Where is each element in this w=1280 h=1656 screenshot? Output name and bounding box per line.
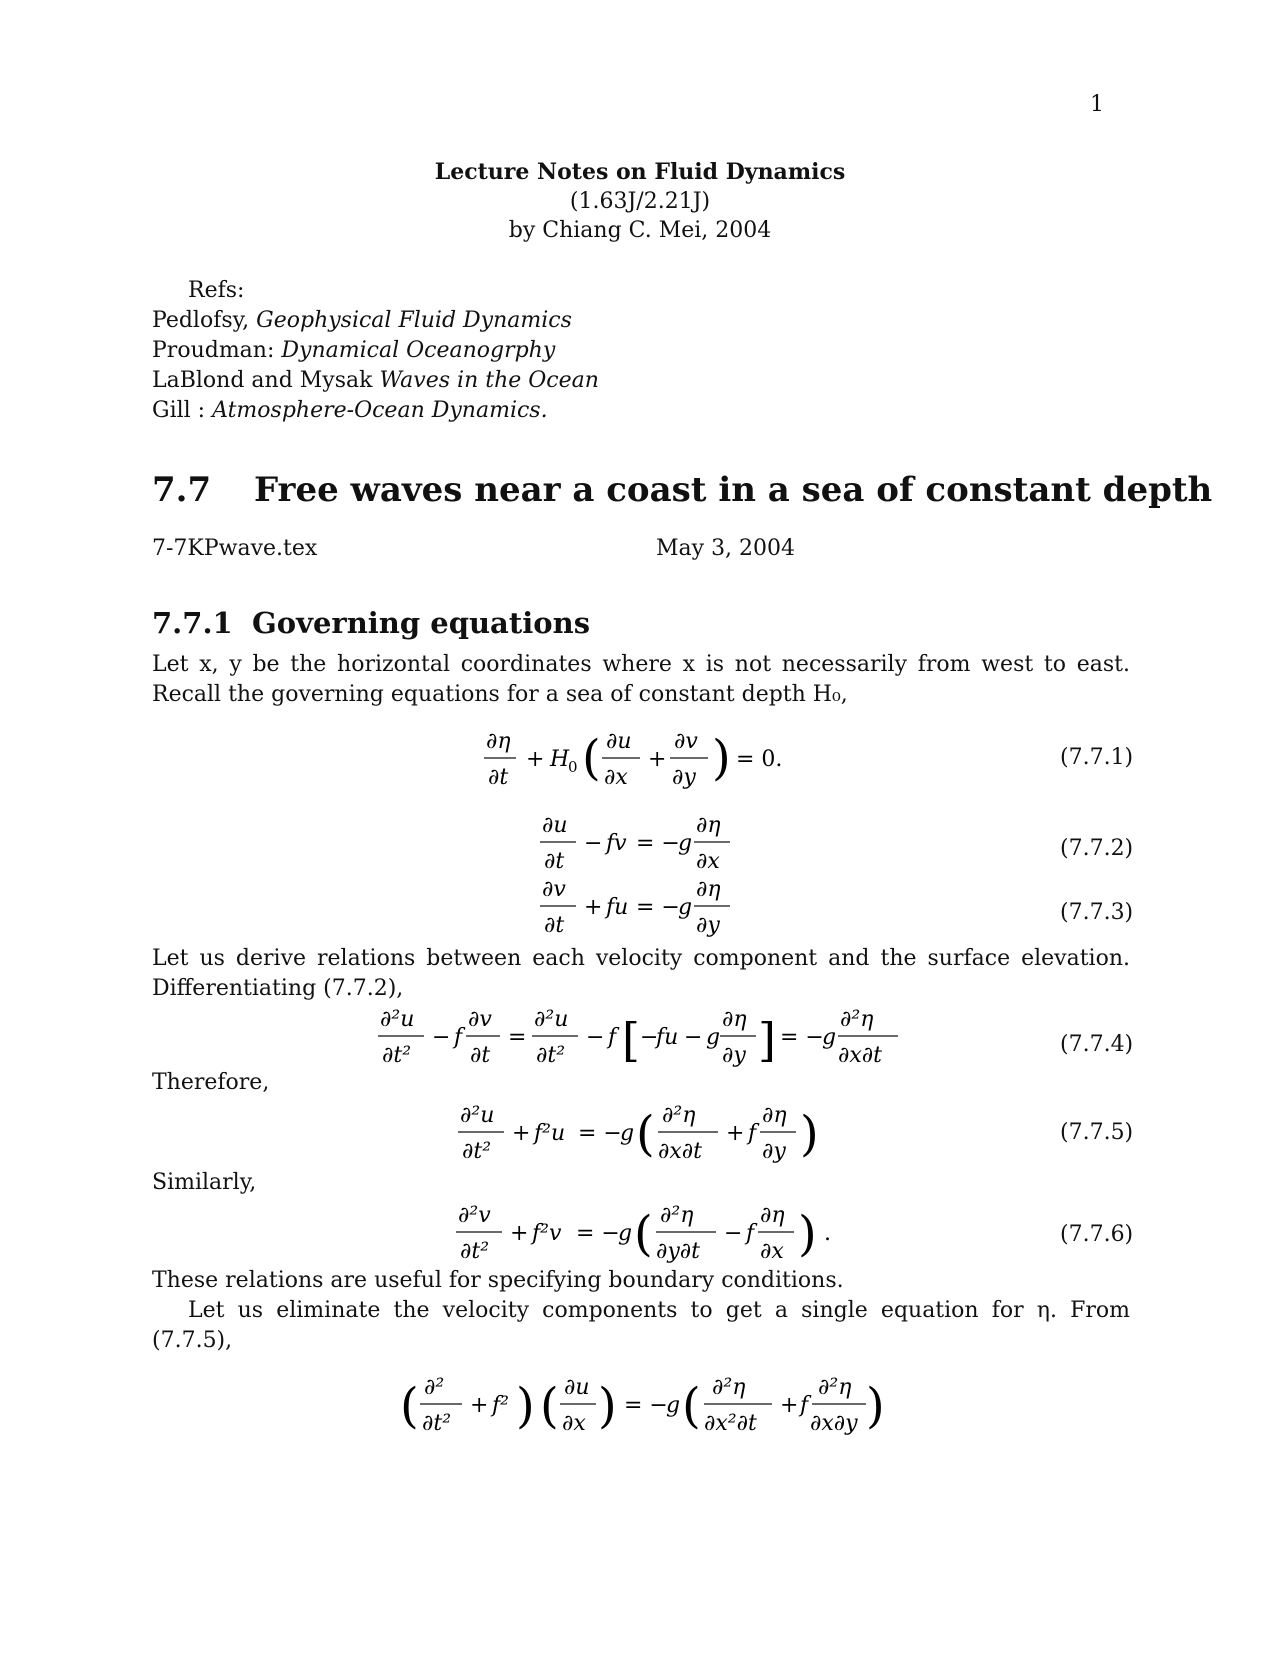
equation-number: (7.7.1) [1060, 745, 1134, 770]
svg-text:∂x∂t: ∂x∂t [658, 1139, 702, 1164]
svg-text:+: + [780, 1393, 799, 1418]
svg-text:f²u: f²u [534, 1121, 566, 1146]
svg-text:(: ( [634, 1206, 653, 1262]
svg-text:+: + [648, 747, 667, 772]
svg-text:−: − [640, 1025, 659, 1050]
svg-text:= −: = − [780, 1025, 824, 1050]
paragraph-boundary: These relations are useful for specifying boundary conditions. [152, 1268, 844, 1293]
svg-text:∂v: ∂v [468, 1007, 492, 1032]
word-therefore: Therefore, [152, 1070, 270, 1095]
svg-text:= −: = − [636, 831, 680, 856]
svg-text:g: g [706, 1025, 721, 1050]
equation-7-7-1 [480, 718, 810, 802]
svg-text:): ) [800, 1106, 819, 1162]
paragraph-intro: Let x, y be the horizontal coordinates where x is not necessarily from west to east. Recall the governing equations for a sea of constant depth H₀, [152, 652, 1130, 707]
svg-text:∂t²: ∂t² [422, 1411, 452, 1436]
svg-text:f: f [454, 1025, 463, 1050]
svg-text:∂η: ∂η [486, 729, 511, 754]
svg-text:]: ] [758, 1013, 776, 1067]
section-title: Free waves near a coast in a sea of constant depth [254, 470, 1213, 510]
title-block [0, 158, 1280, 245]
ref-item: Pedlofsy, Geophysical Fluid Dynamics [152, 308, 572, 333]
svg-text:∂x: ∂x [760, 1239, 784, 1264]
svg-text:= −: = − [578, 1121, 622, 1146]
svg-text:.: . [824, 1221, 831, 1246]
svg-text:∂²u: ∂²u [534, 1007, 569, 1032]
svg-text:): ) [798, 1206, 817, 1262]
svg-text:f: f [748, 1121, 757, 1146]
svg-text:): ) [712, 730, 731, 786]
equation-eliminate-close-paren [866, 1366, 890, 1450]
svg-text:fu: fu [606, 895, 629, 920]
svg-text:+: + [512, 1121, 531, 1146]
svg-text:(: ( [636, 1106, 655, 1162]
svg-text:+: + [470, 1393, 489, 1418]
equation-number: (7.7.5) [1060, 1120, 1134, 1145]
svg-text:+: + [726, 1121, 745, 1146]
svg-text:= −: = − [576, 1221, 620, 1246]
equation-number: (7.7.2) [1060, 836, 1134, 861]
svg-text:∂η: ∂η [696, 877, 721, 902]
svg-text:∂η: ∂η [696, 813, 721, 838]
ref-item: Gill : Atmosphere-Ocean Dynamics. [152, 398, 548, 423]
subsection-number: 7.7.1 [152, 606, 233, 640]
paragraph-derive: Let us derive relations between each velocity component and the surface elevation. Differentiating (7.7.2), [152, 946, 1130, 1001]
svg-text:f: f [746, 1221, 755, 1246]
equation-number: (7.7.4) [1060, 1032, 1134, 1057]
svg-text:= −: = − [624, 1393, 668, 1418]
svg-text:−: − [586, 1025, 605, 1050]
svg-text:∂t: ∂t [544, 913, 565, 938]
equation-number: (7.7.3) [1060, 900, 1134, 925]
section-heading [152, 470, 1212, 510]
svg-text:∂x∂y: ∂x∂y [810, 1411, 858, 1436]
svg-text:(: ( [582, 730, 601, 786]
svg-text:∂²η: ∂²η [660, 1203, 694, 1228]
svg-text:= −: = − [636, 895, 680, 920]
svg-text:+: + [584, 895, 603, 920]
svg-text:∂v: ∂v [542, 877, 566, 902]
svg-text:∂y∂t: ∂y∂t [656, 1239, 701, 1264]
svg-text:∂v: ∂v [674, 729, 698, 754]
svg-text:∂t: ∂t [470, 1043, 491, 1068]
svg-text:g: g [620, 1121, 635, 1146]
svg-text:∂t: ∂t [488, 765, 509, 790]
svg-text:∂y: ∂y [722, 1043, 746, 1068]
equation-7-7-4 [376, 1000, 906, 1080]
file-name: 7-7KPwave.tex [152, 536, 318, 561]
svg-text:∂η: ∂η [760, 1203, 785, 1228]
svg-text:∂y: ∂y [672, 765, 696, 790]
word-similarly: Similarly, [152, 1170, 257, 1195]
svg-text:∂x: ∂x [562, 1411, 586, 1436]
course-number: (1.63J/2.21J) [569, 189, 711, 214]
svg-text:(: ( [540, 1378, 559, 1434]
svg-text:∂²η: ∂²η [712, 1375, 746, 1400]
page-number: 1 [1090, 92, 1104, 117]
ref-item: Proudman: Dynamical Oceanogrphy [152, 338, 556, 363]
svg-text:∂t: ∂t [544, 849, 565, 874]
svg-text:f²: f² [492, 1393, 509, 1418]
refs-heading: Refs: [188, 278, 245, 303]
svg-text:−: − [584, 831, 603, 856]
svg-text:∂t²: ∂t² [462, 1139, 492, 1164]
svg-text:fv: fv [606, 831, 627, 856]
svg-text:∂y: ∂y [762, 1139, 786, 1164]
svg-text:[: [ [622, 1013, 640, 1067]
svg-text:∂x: ∂x [696, 849, 720, 874]
document-title: Lecture Notes on Fluid Dynamics [434, 159, 846, 185]
svg-text:∂²u: ∂²u [460, 1103, 495, 1128]
svg-text:=: = [508, 1025, 527, 1050]
svg-text:g: g [678, 831, 693, 856]
subsection-title: Governing equations [252, 606, 591, 640]
svg-text:g: g [666, 1393, 681, 1418]
svg-text:= 0.: = 0. [736, 747, 783, 772]
paragraph-eliminate: Let us eliminate the velocity components to get a single equation for η. From (7.7.5), [152, 1298, 1130, 1353]
svg-text:f: f [800, 1393, 809, 1418]
svg-text:∂x∂t: ∂x∂t [838, 1043, 882, 1068]
svg-text:∂²η: ∂²η [818, 1375, 852, 1400]
svg-text:(: ( [682, 1378, 701, 1434]
subsection-heading [152, 606, 590, 640]
svg-text:∂²u: ∂²u [380, 1007, 415, 1032]
svg-text:∂x²∂t: ∂x²∂t [704, 1411, 757, 1436]
svg-text:∂²v: ∂²v [458, 1203, 491, 1228]
svg-text:−: − [432, 1025, 451, 1050]
svg-text:g: g [618, 1221, 633, 1246]
ref-item: LaBlond and Mysak Waves in the Ocean [152, 368, 599, 393]
svg-text:): ) [866, 1378, 885, 1434]
svg-text:0: 0 [568, 758, 578, 776]
svg-text:∂t²: ∂t² [536, 1043, 566, 1068]
svg-text:+: + [526, 747, 545, 772]
svg-text:∂t²: ∂t² [460, 1239, 490, 1264]
svg-text:∂η: ∂η [722, 1007, 747, 1032]
svg-text:∂u: ∂u [606, 729, 632, 754]
equation-7-7-3 [538, 870, 758, 946]
svg-text:∂²η: ∂²η [840, 1007, 874, 1032]
svg-text:−: − [724, 1221, 743, 1246]
svg-text:g: g [678, 895, 693, 920]
svg-text:fu: fu [656, 1025, 679, 1050]
svg-text:∂x: ∂x [604, 765, 628, 790]
svg-text:(: ( [400, 1378, 419, 1434]
svg-text:∂y: ∂y [696, 913, 720, 938]
svg-text:−: − [684, 1025, 703, 1050]
svg-text:g: g [822, 1025, 837, 1050]
svg-text:∂η: ∂η [762, 1103, 787, 1128]
svg-text:f²v: f²v [532, 1221, 562, 1246]
svg-text:): ) [516, 1378, 535, 1434]
equation-eliminate [400, 1366, 870, 1450]
equation-number: (7.7.6) [1060, 1222, 1134, 1247]
document-date: May 3, 2004 [656, 536, 796, 561]
svg-text:∂u: ∂u [542, 813, 568, 838]
svg-text:): ) [598, 1378, 617, 1434]
svg-text:f: f [608, 1025, 617, 1050]
equation-7-7-5 [456, 1094, 826, 1178]
author-line: by Chiang C. Mei, 2004 [508, 218, 772, 243]
svg-text:H: H [550, 747, 570, 772]
svg-text:∂²: ∂² [424, 1375, 445, 1400]
svg-text:∂u: ∂u [564, 1375, 590, 1400]
svg-text:∂t²: ∂t² [382, 1043, 412, 1068]
svg-text:∂²η: ∂²η [662, 1103, 696, 1128]
svg-text:+: + [510, 1221, 529, 1246]
references [152, 276, 599, 426]
section-number: 7.7 [152, 470, 212, 510]
